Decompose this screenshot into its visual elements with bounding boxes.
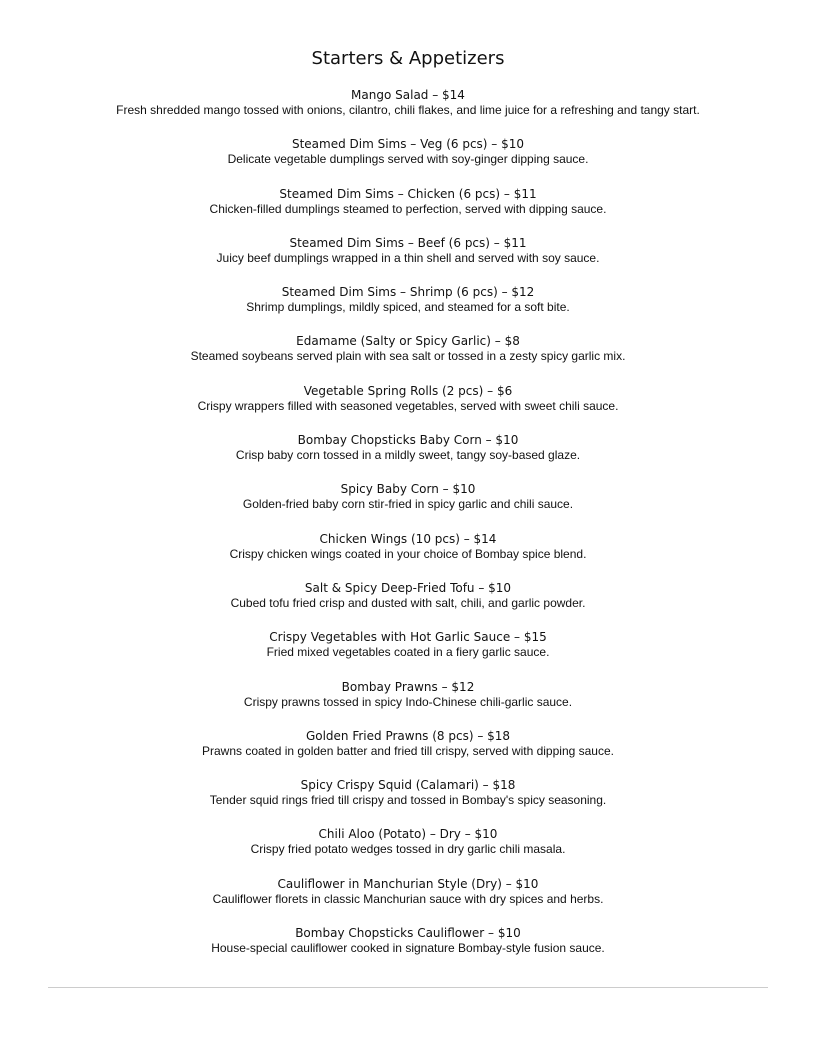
menu-item-name: Bombay Chopsticks Cauliflower – $10	[295, 926, 521, 941]
menu-item	[0, 432, 816, 481]
menu-item-description: Crispy fried potato wedges tossed in dry garlic chili masala.	[250, 842, 566, 857]
menu-item	[0, 679, 816, 728]
menu-item-description: Crispy wrappers filled with seasoned vegetables, served with sweet chili sauce.	[197, 398, 619, 413]
menu-item	[0, 383, 816, 432]
menu-item-description: Steamed soybeans served plain with sea salt or tossed in a zesty spicy garlic mix.	[190, 349, 626, 364]
menu-item	[0, 136, 816, 185]
menu-item-description: Shrimp dumplings, mildly spiced, and steamed for a soft bite.	[246, 300, 570, 315]
menu-item-name: Chicken Wings (10 pcs) – $14	[319, 531, 497, 546]
menu-item-name: Bombay Chopsticks Baby Corn – $10	[297, 433, 519, 448]
menu-item	[0, 925, 816, 974]
menu-item-description: Juicy beef dumplings wrapped in a thin shell and served with soy sauce.	[216, 250, 600, 265]
menu-item-description: Tender squid rings fried till crispy and tossed in Bombay's spicy seasoning.	[209, 793, 607, 808]
menu-item-description: Chicken-filled dumplings steamed to perfection, served with dipping sauce.	[209, 201, 607, 216]
menu-item	[0, 481, 816, 530]
menu-item-name: Steamed Dim Sims – Veg (6 pcs) – $10	[291, 137, 525, 152]
menu-item-name: Steamed Dim Sims – Shrimp (6 pcs) – $12	[281, 285, 535, 300]
menu-item-description: Fried mixed vegetables coated in a fiery garlic sauce.	[266, 645, 550, 660]
menu-item-name: Edamame (Salty or Spicy Garlic) – $8	[296, 334, 520, 349]
menu-item	[0, 235, 816, 284]
menu-item-description: Fresh shredded mango tossed with onions, cilantro, chili flakes, and lime juice for a refreshing and tangy start.	[116, 103, 700, 117]
menu-item	[0, 186, 816, 235]
menu-item-name: Vegetable Spring Rolls (2 pcs) – $6	[303, 383, 513, 398]
menu-item-description: Crispy chicken wings coated in your choice of Bombay spice blend.	[229, 546, 587, 561]
menu-item	[0, 333, 816, 382]
menu-item-name: Cauliflower in Manchurian Style (Dry) – $10	[277, 876, 539, 891]
menu-item-name: Spicy Baby Corn – $10	[340, 482, 476, 497]
menu-item	[0, 531, 816, 580]
menu-item	[0, 826, 816, 875]
menu-item	[0, 580, 816, 629]
section-title: Starters & Appetizers	[311, 48, 505, 69]
menu-item	[0, 87, 816, 136]
menu-item	[0, 728, 816, 777]
menu-item-description: Cubed tofu fried crisp and dusted with salt, chili, and garlic powder.	[230, 595, 586, 610]
menu-item-list	[0, 87, 816, 974]
menu-item-name: Crispy Vegetables with Hot Garlic Sauce – $15	[269, 630, 547, 645]
menu-item-description: Prawns coated in golden batter and fried till crispy, served with dipping sauce.	[201, 743, 614, 758]
menu-item-name: Steamed Dim Sims – Chicken (6 pcs) – $11	[279, 186, 537, 201]
menu-item	[0, 284, 816, 333]
menu-item-name: Spicy Crispy Squid (Calamari) – $18	[300, 778, 516, 793]
menu-item-name: Golden Fried Prawns (8 pcs) – $18	[305, 728, 511, 743]
menu-item-description: Crispy prawns tossed in spicy Indo-Chinese chili-garlic sauce.	[243, 694, 573, 709]
menu-item-description: Golden-fried baby corn stir-fried in spicy garlic and chili sauce.	[242, 497, 574, 512]
menu-item	[0, 876, 816, 925]
menu-item-name: Steamed Dim Sims – Beef (6 pcs) – $11	[289, 235, 527, 250]
page-divider	[48, 987, 768, 988]
menu-item-name: Mango Salad – $14	[351, 88, 465, 102]
menu-item-description: Cauliflower florets in classic Manchurian sauce with dry spices and herbs.	[212, 891, 604, 906]
menu-item-name: Bombay Prawns – $12	[341, 679, 475, 694]
menu-item-name: Salt & Spicy Deep-Fried Tofu – $10	[304, 580, 512, 595]
menu-item	[0, 629, 816, 678]
menu-item-description: Crisp baby corn tossed in a mildly sweet, tangy soy-based glaze.	[235, 448, 581, 463]
menu-item-description: House-special cauliflower cooked in signature Bombay-style fusion sauce.	[211, 941, 605, 956]
menu-item-name: Chili Aloo (Potato) – Dry – $10	[318, 827, 498, 842]
menu-item-description: Delicate vegetable dumplings served with soy-ginger dipping sauce.	[227, 152, 589, 167]
menu-item	[0, 777, 816, 826]
